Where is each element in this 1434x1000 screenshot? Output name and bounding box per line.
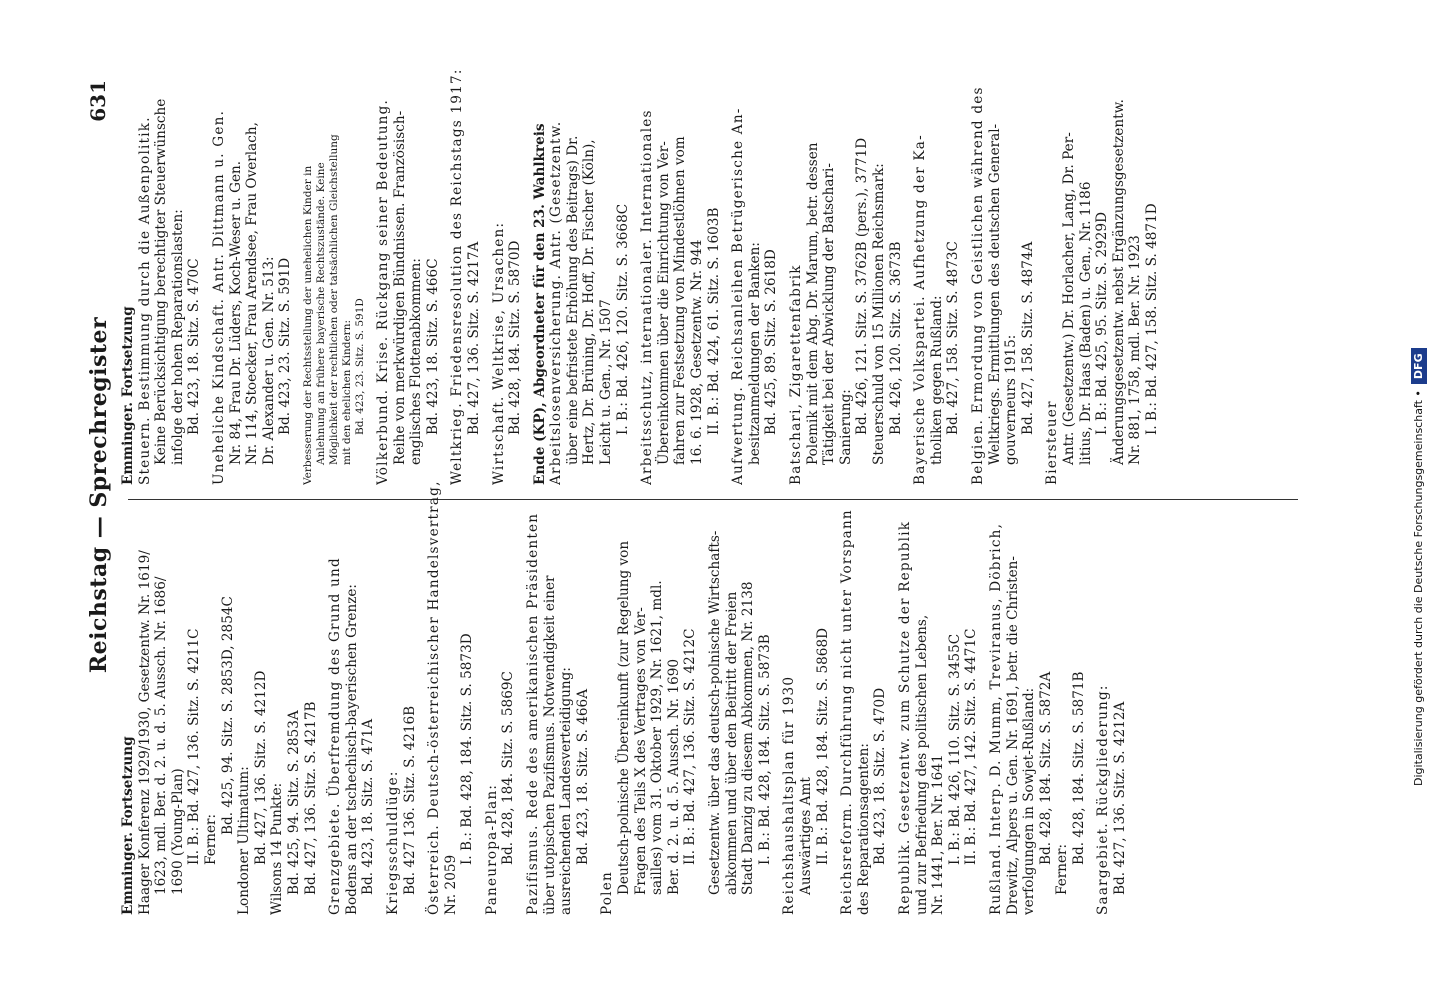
entry-spacer xyxy=(591,460,599,915)
entry-spacer xyxy=(699,460,707,915)
register-line: Dr. Alexander u. Gen. Nr. 513: xyxy=(260,256,277,465)
register-line: Steuerschuld von 15 Millionen Reichsmark: xyxy=(870,163,887,465)
entry-spacer xyxy=(367,30,375,485)
register-line: Auswärtiges Amt xyxy=(797,777,814,895)
register-line: Tätigkeit bei der Abwicklung der Batschari- xyxy=(821,163,838,465)
digitization-credit-text: Digitalisierung gefördert durch die Deutsche Forschungsgemeinschaft • xyxy=(1412,390,1425,786)
register-line: Reihe von merkwürdigen Bündnissen. Französisch- xyxy=(391,110,408,465)
register-line: Weltkriegs. Ermittlungen des deutschen General- xyxy=(986,123,1003,465)
register-line: über eine befristete Erhöhung des Beitrags) Dr. xyxy=(564,135,581,465)
register-line: Rußland. Interp. D. Mumm, Treviranus, Döbrich, xyxy=(987,522,1004,915)
register-line: Bd. 423, 18. Sitz. S. 470D xyxy=(872,687,889,865)
entry-spacer xyxy=(904,30,912,485)
entry-spacer xyxy=(1036,30,1044,485)
register-line: II. B.: Bd. 428, 184. Sitz. S. 5868D xyxy=(814,628,831,865)
register-line: Nr. 2059 xyxy=(442,854,459,915)
register-line: Übereinkommen über die Einrichtung von Ver- xyxy=(655,141,672,465)
register-line: Ferner: xyxy=(202,813,219,865)
register-line: Bd. 426, 121. Sitz. S. 3762B (pers.), 3771D xyxy=(854,137,871,435)
entry-spacer xyxy=(773,460,781,915)
right-column xyxy=(120,30,1160,485)
register-line: Reichsreform. Durchführung nicht unter Vorspann xyxy=(839,509,856,915)
dfg-logo: DFG xyxy=(1411,348,1427,384)
register-line: I. B.: Bd. 428, 184. Sitz. S. 5873B xyxy=(756,634,773,865)
register-line: Anlehnung an frühere bayerische Rechtszustände. Keine xyxy=(314,162,327,465)
register-line: ausreichenden Landesverteidigung: xyxy=(558,667,575,915)
register-line: Bd. 425, 94. Sitz. S. 2853A xyxy=(285,710,302,895)
register-line: Bd. 427, 136. Sitz. S. 4217B xyxy=(302,701,319,895)
register-line: Bd. 428, 184. Sitz. S. 5872A xyxy=(1037,671,1054,865)
register-line: Bd. 426, 120. Sitz. S. 3673B xyxy=(887,241,904,435)
register-line: Sanierung: xyxy=(837,389,854,465)
register-line: und zur Befriedung des politischen Lebens, xyxy=(913,614,930,915)
digitization-credit xyxy=(1408,6,1430,786)
page-number: 631 xyxy=(86,80,110,122)
register-line: Republik. Gesetzentw. zum Schutze der Republik xyxy=(896,520,913,915)
register-line: Uneheliche Kindschaft. Antr. Dittmann u. Gen. xyxy=(210,109,227,485)
register-line: I. B.: Bd. 426, 110. Sitz. S. 3455C xyxy=(946,633,963,865)
entry-spacer xyxy=(722,30,730,485)
entry-spacer xyxy=(780,30,788,485)
register-line: Möglichkeit der rechtlichen oder tatsächlichen Gleichstellung xyxy=(327,134,340,465)
register-line: Saargebiet. Rückgliederung: xyxy=(1095,684,1112,915)
register-line: Ber. d. 2. u. d. 5. Aussch. Nr. 1690 xyxy=(665,658,682,895)
entry-spacer xyxy=(294,30,302,485)
entry-spacer xyxy=(980,460,988,915)
entry-spacer xyxy=(418,460,426,915)
register-line: Verbesserung der Rechtsstellung der unehelichen Kinder in xyxy=(301,165,314,485)
register-line: Bd. 427 136. Sitz. S. 4216B xyxy=(401,705,418,895)
entry-spacer xyxy=(889,460,897,915)
entry-spacer xyxy=(831,460,839,915)
register-line: I. B.: Bd. 426, 120. Sitz. S. 3668C xyxy=(614,203,631,435)
register-line: Wilsons 14 Punkte: xyxy=(269,782,286,915)
register-line: Batschari, Zigarettenfabrik xyxy=(788,264,804,485)
register-line: Bd. 428, 184. Sitz. S. 5869C xyxy=(500,671,517,865)
register-line: Emminger. Fortsetzung xyxy=(120,306,136,485)
entry-spacer xyxy=(962,30,970,485)
register-line: Bd. 423, 18. Sitz. S. 471A xyxy=(360,718,377,895)
register-line: Nr. 881, 1758, mdl. Ber. Nr. 1923 xyxy=(1127,235,1144,465)
register-line: über utopischen Pazifismus. Notwendigkeit einer xyxy=(541,575,558,915)
register-line: Nr. 114, Stoecker, Frau Arendsee, Frau Overlach, xyxy=(244,122,261,465)
entry-spacer xyxy=(441,30,449,485)
register-line: Bd. 423, 23. Sitz. S. 591D xyxy=(277,257,294,435)
register-line: Grenzgebiete. Überfremdung des Grund und xyxy=(327,557,344,915)
register-line: Biersteuer xyxy=(1044,400,1061,485)
register-line: Belgien. Ermordung von Geistlichen während des xyxy=(969,86,986,485)
register-line: 1690 (Young-Plan) xyxy=(169,768,186,895)
register-line: Stadt Danzig zu diesem Abkommen, Nr. 2138 xyxy=(740,581,757,895)
register-line: Bayerische Volkspartei. Aufhetzung der Ka- xyxy=(912,134,929,485)
register-line: I. B.: Bd. 425, 95. Sitz. S. 2929D xyxy=(1094,212,1111,435)
register-line: Völkerbund. Krise. Rückgang seiner Bedeutung. xyxy=(374,98,391,485)
entry-spacer xyxy=(319,460,327,915)
register-line: Aufwertung. Reichsanleihen Betrügerische An- xyxy=(730,107,747,485)
register-line: Bd. 423, 23. Sitz. S. 591D xyxy=(353,298,366,435)
register-line: Hertz, Dr. Brüning, Dr. Hoff, Dr. Fischer (Köln), xyxy=(581,139,598,465)
entry-spacer xyxy=(476,460,484,915)
running-head-title: Reichstag — Sprechregister xyxy=(86,316,112,674)
running-head xyxy=(86,80,116,910)
register-line: Reichshaushaltsplan für 1930 xyxy=(781,675,798,915)
entry-spacer xyxy=(524,30,532,485)
register-line: Bd. 427, 158. Sitz. S. 4873C xyxy=(945,241,962,435)
register-line: Arbeitslosenversicherung. Antr. (Gesetzentw. xyxy=(548,120,565,485)
register-line: Deutsch-polnische Übereinkunft (zur Regelung von xyxy=(616,540,633,895)
register-line: Pazifismus. Rede des amerikanischen Präsidenten xyxy=(525,512,542,915)
register-line: litius, Dr. Haas (Baden) u. Gen., Nr. 1186 xyxy=(1077,181,1094,465)
register-line: tholiken gegen Rußland: xyxy=(928,295,945,465)
register-line: Bd. 425, 94. Sitz. S. 2853D, 2854C xyxy=(219,596,236,835)
register-line: Ferner: xyxy=(1054,843,1071,895)
register-line: Änderungsgesetzentw. nebst Ergänzungsgesetzentw. xyxy=(1110,99,1127,465)
register-line: Bd. 423, 18. Sitz. S. 470C xyxy=(186,258,203,435)
register-line: Kriegsschuldlüge: xyxy=(384,770,401,915)
register-line: Bd. 427, 158. Sitz. S. 4874A xyxy=(1019,241,1036,435)
register-line: Bd. 425, 89. Sitz. S. 2618D xyxy=(763,249,780,435)
register-line: 16. 6. 1928, Gesetzentw. Nr. 944 xyxy=(689,239,706,465)
register-line: II. B.: Bd. 427, 142. Sitz. S. 4471C xyxy=(963,628,980,865)
register-line: Keine Berücksichtigung berechtigter Steuerwünsche xyxy=(153,98,170,465)
register-line: Bd. 427, 136. Sitz. S. 4217A xyxy=(465,241,482,435)
register-line: Wirtschaft. Weltkrise, Ursachen: xyxy=(490,221,507,485)
register-line: Bodens an der tschechisch-bayerischen Grenze: xyxy=(343,583,360,915)
register-line: fahren zur Festsetzung von Mindestlöhnen vom xyxy=(672,136,689,465)
register-line: des Reparationsagenten: xyxy=(855,743,872,915)
register-line: besitzanmeldungen der Banken: xyxy=(746,242,763,465)
register-line: Leicht u. Gen., Nr. 1507 xyxy=(598,299,615,465)
register-line: Gesetzentw. über das deutsch-polnische Wirtschafts- xyxy=(707,530,723,895)
entry-spacer xyxy=(483,30,491,485)
entry-spacer xyxy=(377,460,385,915)
register-line: Arbeitsschutz, internationaler. Internationales xyxy=(639,109,656,485)
entry-spacer xyxy=(1087,460,1095,915)
register-line: Polemik mit dem Abg. Dr. Marum, betr. dessen xyxy=(804,142,821,465)
register-line: 1623, mdl. Ber. d. 2. u. d. 5. Aussch. Nr. 1686/ xyxy=(153,576,170,895)
left-column xyxy=(120,460,1129,915)
register-line: Bd. 428, 184. Sitz. S. 5870D xyxy=(507,240,524,435)
register-line: I. B.: Bd. 427, 158. Sitz. S. 4871D xyxy=(1143,203,1160,435)
register-line: Nr. 84, Frau Dr. Lüders, Koch-Weser u. Gen. xyxy=(227,160,244,465)
register-line: Ende (KP), Abgeordneter für den 23. Wahlkreis xyxy=(531,123,548,485)
register-line: Emminger. Fortsetzung xyxy=(120,736,136,915)
register-line: Fragen des Teils X des Vertrages von Ver- xyxy=(632,607,649,895)
register-line: sailles) vom 31. Oktober 1929, Nr. 1621, mdl. xyxy=(649,580,666,895)
register-line: Österreich. Deutsch-österreichischer Handelsvertrag, xyxy=(426,480,443,915)
register-line: Bd. 423, 18. Sitz. S. 466C xyxy=(424,258,441,435)
register-line: II. B.: Bd. 427, 136. Sitz. S. 4211C xyxy=(186,628,203,865)
register-line: Polen xyxy=(599,871,616,915)
register-line: Bd. 428, 184. Sitz. S. 5871B xyxy=(1070,671,1087,865)
register-line: englisches Flottenabkommen: xyxy=(408,258,425,465)
register-line: Bd. 427, 136. Sitz. S. 4212D xyxy=(252,670,269,865)
register-line: Bd. 427, 136. Sitz. S. 4212A xyxy=(1112,701,1129,895)
register-line: Steuern. Bestimmung durch die Außenpolitik. xyxy=(136,116,153,485)
entry-spacer xyxy=(631,30,639,485)
register-line: Antr. (Gesetzentw.) Dr. Horlacher, Lang, Dr. Per- xyxy=(1060,132,1077,465)
register-line: Bd. 423, 18. Sitz. S. 466A xyxy=(574,688,591,865)
register-line: abkommen und über den Beitritt der Freien xyxy=(723,591,740,895)
register-line: Nr. 1441, Ber. Nr. 1641 xyxy=(930,754,947,915)
register-line: Drewitz, Alpers u. Gen. Nr. 1691, betr. die Christen- xyxy=(1004,556,1021,915)
register-line: II. B.: Bd. 424, 61. Sitz. S. 1603B xyxy=(705,207,722,435)
register-line: I. B.: Bd. 428, 184. Sitz. S. 5873D xyxy=(459,633,476,865)
register-line: Londoner Ultimatum: xyxy=(236,766,253,915)
register-line: gouverneurs 1915: xyxy=(1003,334,1020,465)
entry-spacer xyxy=(517,460,525,915)
register-line: infolge der hohen Reparationslasten: xyxy=(169,209,186,465)
register-line: mit den ehelichen Kindern: xyxy=(340,320,353,465)
register-line: Weltkrieg. Friedensresolution des Reichstags 1917: xyxy=(449,68,466,485)
register-line: verfolgungen in Sowjet-Rußland: xyxy=(1021,687,1038,915)
entry-spacer xyxy=(203,30,211,485)
register-line: II. B.: Bd. 427, 136. Sitz. S. 4212C xyxy=(682,628,699,865)
register-line: Paneuropa-Plan: xyxy=(483,783,500,915)
register-line: Haager Konferenz 1929/1930, Gesetzentw. Nr. 1619/ xyxy=(136,550,153,915)
